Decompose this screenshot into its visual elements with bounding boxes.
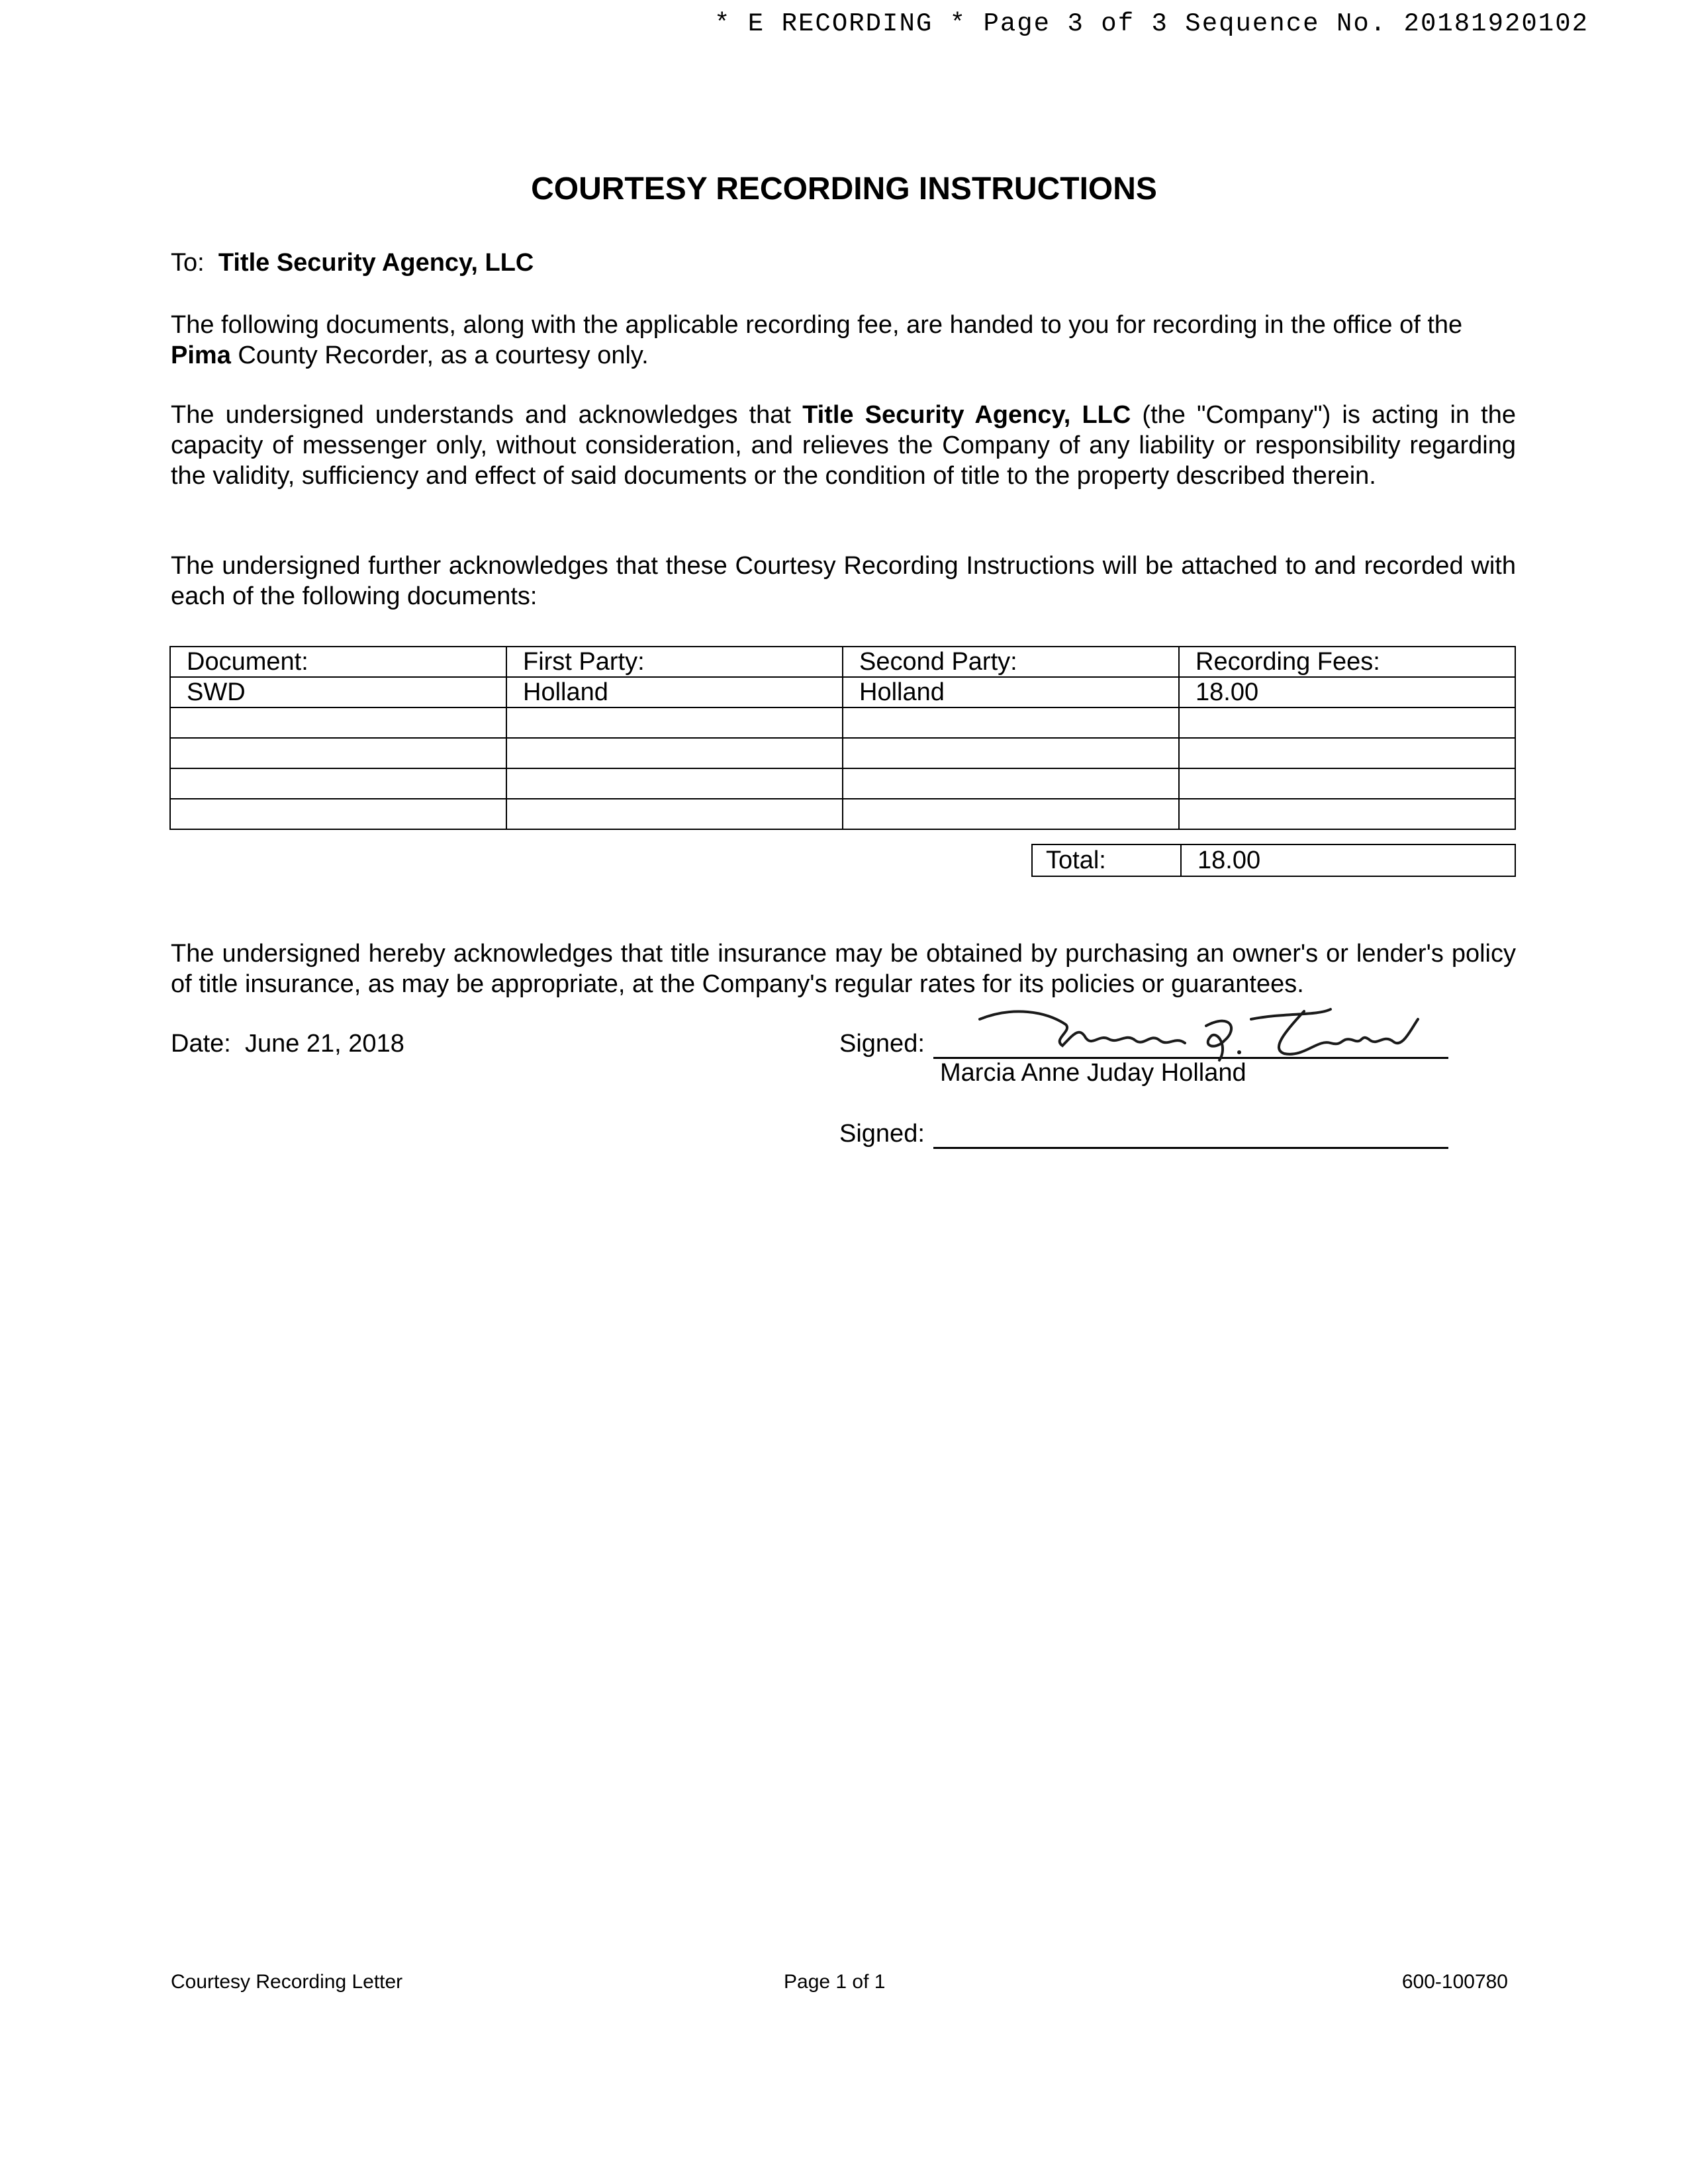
header-second-party: Second Party: [843, 647, 1179, 677]
header-recording-fees: Recording Fees: [1179, 647, 1515, 677]
cell-second-party [843, 707, 1179, 738]
cell-fee [1179, 707, 1515, 738]
table-row [170, 707, 1515, 738]
cell-fee: 18.00 [1179, 677, 1515, 707]
paragraph-title-insurance: The undersigned hereby acknowledges that title insurance may be obtained by purchasing an owner's or lender's policy of title insurance, as may be appropriate, at the Company's regular rates for its policies or guarantees. [171, 940, 1516, 998]
cell-document: SWD [170, 677, 506, 707]
cell-fee [1179, 768, 1515, 799]
total-value: 18.00 [1180, 844, 1516, 877]
paragraph-attached-documents: The undersigned further acknowledges that these Courtesy Recording Instructions will be attached to and recorded with each of the following documents: [171, 552, 1516, 610]
table-row [170, 738, 1515, 768]
para1-text-b: County Recorder, as a courtesy only. [230, 341, 649, 369]
signature-line-2 [933, 1147, 1448, 1149]
para1-text-a: The following documents, along with the applicable recording fee, are handed to you for recording in the office of the [171, 311, 1463, 339]
cell-document [170, 707, 506, 738]
recording-stamp: * E RECORDING * Page 3 of 3 Sequence No. 20181920102 [714, 9, 1589, 38]
signed-label-1: Signed: [839, 1030, 925, 1058]
to-company: Title Security Agency, LLC [218, 249, 534, 277]
to-line [171, 248, 1516, 278]
cell-document [170, 738, 506, 768]
cell-second-party: Holland [843, 677, 1179, 707]
cell-first-party [506, 707, 843, 738]
date-value: June 21, 2018 [244, 1030, 404, 1058]
paragraph-acknowledgment [171, 400, 1516, 491]
footer-file-number: 600-100780 [1401, 1971, 1508, 1993]
cell-first-party [506, 768, 843, 799]
cell-first-party [506, 799, 843, 829]
cell-first-party [506, 738, 843, 768]
para2-company: Title Security Agency, LLC [802, 401, 1131, 429]
cell-document [170, 799, 506, 829]
date-label: Date: [171, 1030, 231, 1058]
handwritten-signature [973, 999, 1436, 1066]
documents-table [169, 646, 1516, 830]
table-row [170, 768, 1515, 799]
table-row [170, 677, 1515, 707]
footer-left: Courtesy Recording Letter [171, 1971, 403, 1993]
cell-second-party [843, 799, 1179, 829]
table-row [170, 799, 1515, 829]
cell-fee [1179, 738, 1515, 768]
paragraph-documents-handed [171, 310, 1516, 371]
total-row [1031, 844, 1516, 877]
signer-name-1: Marcia Anne Juday Holland [940, 1059, 1246, 1087]
signed-label-2: Signed: [839, 1120, 925, 1148]
county-name: Pima [171, 341, 231, 369]
table-header-row [170, 647, 1515, 677]
para2-text-a: The undersigned understands and acknowledges that [171, 401, 803, 429]
cell-document [170, 768, 506, 799]
cell-second-party [843, 768, 1179, 799]
footer-page-number: Page 1 of 1 [784, 1971, 886, 1993]
total-label: Total: [1031, 844, 1180, 877]
cell-first-party: Holland [506, 677, 843, 707]
page-title: COURTESY RECORDING INSTRUCTIONS [531, 171, 1157, 206]
header-first-party: First Party: [506, 647, 843, 677]
para2-text-b: (the "Company") is acting in the capacity of messenger only, without consideration, and relieves the Company of any liability or responsibility regarding the validity, sufficiency and effect of said documents or the condition of title to the property described therein. [171, 401, 1516, 490]
cell-fee [1179, 799, 1515, 829]
date-line [171, 1030, 404, 1058]
to-label: To: [171, 249, 205, 277]
header-document: Document: [170, 647, 506, 677]
cell-second-party [843, 738, 1179, 768]
